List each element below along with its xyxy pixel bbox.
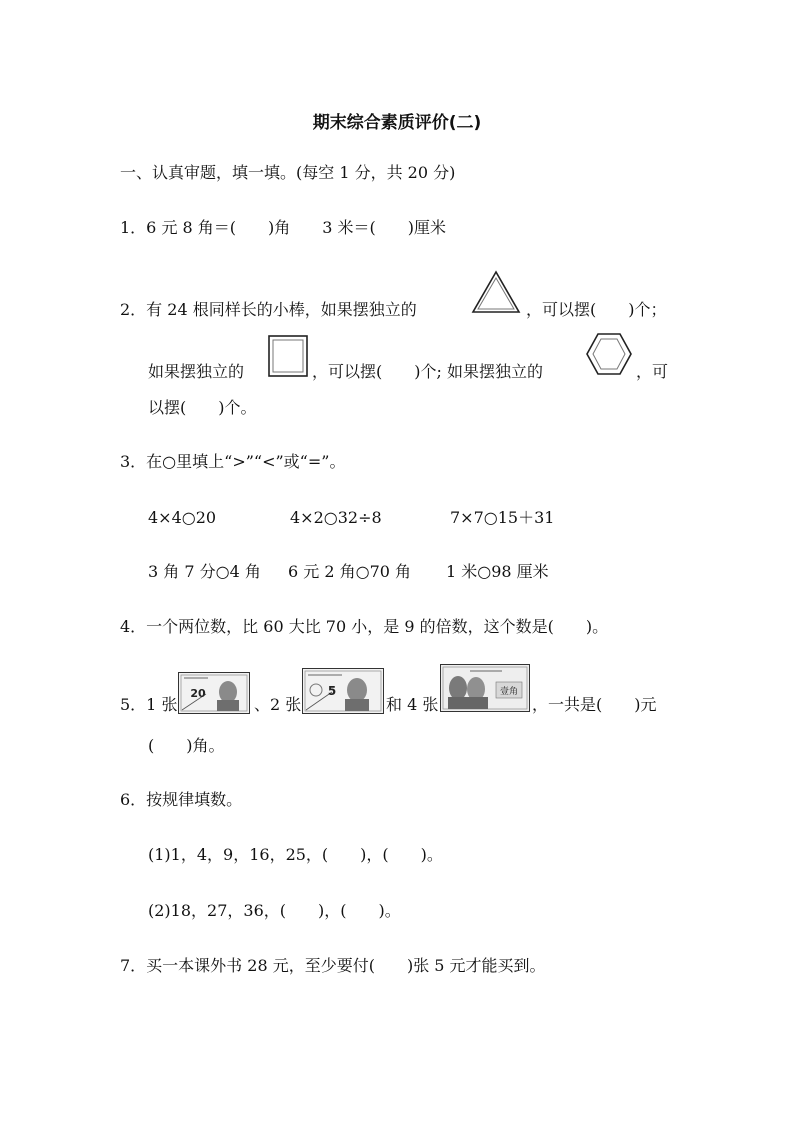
question-2-part-c: 如果摆独立的: [148, 362, 245, 381]
question-3-stem: 3．在○里填上“>”“<”或“=”。: [120, 452, 346, 471]
banknote-5-value: 5: [327, 684, 337, 698]
banknote-1-jiao-icon: [440, 664, 530, 712]
question-5-part-b: 、2 张: [254, 695, 302, 714]
question-3-item: 1 米○98 厘米: [446, 562, 549, 581]
square-shape-icon: [265, 332, 311, 384]
question-5-part-e: ( )角。: [148, 736, 225, 755]
question-3-item: 4×4○20: [148, 508, 217, 527]
triangle-shape-icon: [468, 268, 524, 322]
question-3-item: 4×2○32÷8: [290, 508, 382, 527]
banknote-5-yuan-icon: [302, 668, 384, 714]
question-3-item: 3 角 7 分○4 角: [148, 562, 261, 581]
banknote-1-jiao-value: 壹角: [499, 687, 519, 697]
question-2-part-e: ，可: [636, 362, 669, 381]
question-3-item: 6 元 2 角○70 角: [288, 562, 412, 581]
question-5-part-a: 5．1 张: [120, 695, 178, 714]
hexagon-shape-icon: [583, 330, 635, 382]
page-title: 期末综合素质评价(二): [312, 113, 482, 133]
question-1: 1．6 元 8 角＝( )角 3 米＝( )厘米: [120, 218, 447, 237]
question-5-part-d: ，一共是( )元: [532, 695, 657, 714]
question-2-part-f: 以摆( )个。: [148, 398, 257, 417]
question-2-part-d: ，可以摆( )个; 如果摆独立的: [312, 362, 543, 381]
question-2-part-a: 2．有 24 根同样长的小棒，如果摆独立的: [120, 300, 417, 319]
question-2-part-b: ，可以摆( )个；: [526, 300, 667, 319]
question-3-item: 7×7○15＋31: [450, 508, 555, 527]
question-4: 4．一个两位数，比 60 大比 70 小，是 9 的倍数，这个数是( )。: [120, 617, 609, 636]
question-7: 7．买一本课外书 28 元，至少要付( )张 5 元才能买到。: [120, 956, 546, 975]
banknote-20-value: 20: [190, 687, 206, 700]
question-5-part-c: 和 4 张: [386, 695, 439, 714]
question-6-stem: 6．按规律填数。: [120, 790, 243, 809]
banknote-20-yuan-icon: [178, 672, 250, 714]
section-heading: 一、认真审题，填一填。(每空 1 分，共 20 分): [120, 163, 456, 182]
question-6-sub-1: (1)1，4，9，16，25，( )，( )。: [148, 845, 443, 864]
question-6-sub-2: (2)18，27，36，( )，( )。: [148, 901, 401, 920]
